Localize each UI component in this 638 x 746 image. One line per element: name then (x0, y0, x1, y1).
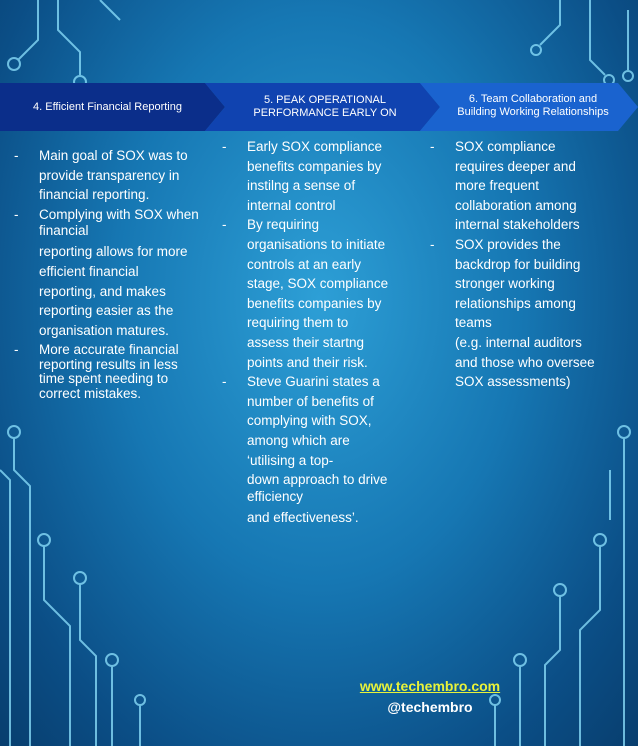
text-line: controls at an early (247, 256, 362, 272)
text-line: stronger working (455, 276, 555, 292)
text-line: reporting allows for more (39, 244, 188, 260)
text-line: Steve Guarini states a (247, 374, 380, 390)
step-5-title-line1: 5. PEAK OPERATIONAL (263, 94, 387, 106)
text-line: instilng a sense of (247, 178, 356, 194)
bullet-early-sox (222, 137, 412, 215)
text-line: reporting easier as the (39, 303, 174, 319)
text-line: requires deeper and (455, 158, 576, 174)
text-line: organisations to initiate (247, 236, 386, 252)
text-line: provide transparency in (39, 167, 180, 183)
bullet-dash: - (222, 374, 227, 390)
step-6-title (433, 82, 633, 130)
text-line: stage, SOX compliance (247, 276, 389, 292)
text-line: financial reporting. (39, 187, 150, 203)
text-line: SOX compliance (455, 139, 556, 154)
text-line: time spent needing to (39, 371, 169, 387)
text-line: Early SOX compliance (247, 139, 383, 154)
text-line: assess their startng (247, 334, 365, 350)
text-line: efficiency (247, 488, 304, 504)
text-line: and those who oversee (455, 354, 595, 370)
bullet-dash: - (14, 206, 19, 222)
bullet-sox-goal (14, 146, 209, 205)
bullet-dash: - (14, 342, 19, 358)
column-efficient-financial-reporting (14, 146, 209, 401)
column-peak-operational-performance (222, 137, 412, 527)
text-line: requiring them to (247, 315, 349, 331)
text-line: SOX provides the (455, 236, 561, 252)
text-line: correct mistakes. (39, 385, 142, 401)
text-line: organisation matures. (39, 322, 169, 338)
text-line: relationships among (455, 295, 576, 311)
text-line: points and their risk. (247, 354, 368, 370)
bullet-sox-compliance (430, 137, 625, 235)
text-line: internal stakeholders (455, 217, 580, 233)
step-4-title-text: 4. Efficient Financial Reporting (33, 100, 182, 113)
text-line: Complying with SOX when (39, 206, 199, 222)
text-line: More accurate financial (39, 342, 179, 358)
column-team-collaboration (430, 137, 625, 392)
social-handle: @techembro (387, 699, 473, 715)
text-line: complying with SOX, (247, 413, 372, 429)
text-line: backdrop for building (455, 256, 581, 272)
step-6-title-line2: Building Working Relationships (457, 106, 609, 118)
text-line: benefits companies by (247, 295, 382, 311)
bullet-dash: - (430, 236, 435, 252)
text-line: down approach to drive (247, 472, 388, 488)
step-5-title-line2: PERFORMANCE EARLY ON (253, 107, 397, 119)
text-line: benefits companies by (247, 158, 382, 174)
text-line: financial (39, 223, 89, 239)
step-6-title-line1: 6. Team Collaboration and (468, 93, 598, 105)
text-line: Main goal of SOX was to (39, 148, 188, 163)
text-line: ‘utilising a top- (247, 452, 334, 468)
text-line: and effectiveness’. (247, 509, 359, 525)
text-line: more frequent (455, 178, 540, 194)
bullet-dash: - (14, 148, 19, 163)
text-line: internal control (247, 197, 336, 213)
bullet-accurate (14, 343, 209, 401)
bullet-dash: - (430, 139, 435, 154)
text-line: collaboration among (455, 197, 577, 213)
step-4-title (0, 83, 215, 131)
text-line: among which are (247, 432, 350, 448)
text-line: reporting results in less (39, 356, 178, 372)
bullet-by-requiring (222, 215, 412, 372)
text-line: reporting, and makes (39, 283, 166, 299)
text-line: (e.g. internal auditors (455, 334, 582, 350)
step-5-title (220, 83, 430, 131)
bullet-dash: - (222, 139, 227, 154)
text-line: teams (455, 315, 492, 331)
website-link-wrapper (330, 678, 530, 694)
text-line: SOX assessments) (455, 374, 571, 390)
bullet-complying (14, 205, 209, 341)
text-line: number of benefits of (247, 393, 374, 409)
bullet-dash: - (222, 217, 227, 233)
text-line: By requiring (247, 217, 320, 233)
website-link[interactable]: www.techembro.com (359, 678, 501, 694)
bullet-sox-backdrop (430, 235, 625, 392)
text-line: efficient financial (39, 263, 139, 279)
bullet-steve-guarini (222, 372, 412, 527)
